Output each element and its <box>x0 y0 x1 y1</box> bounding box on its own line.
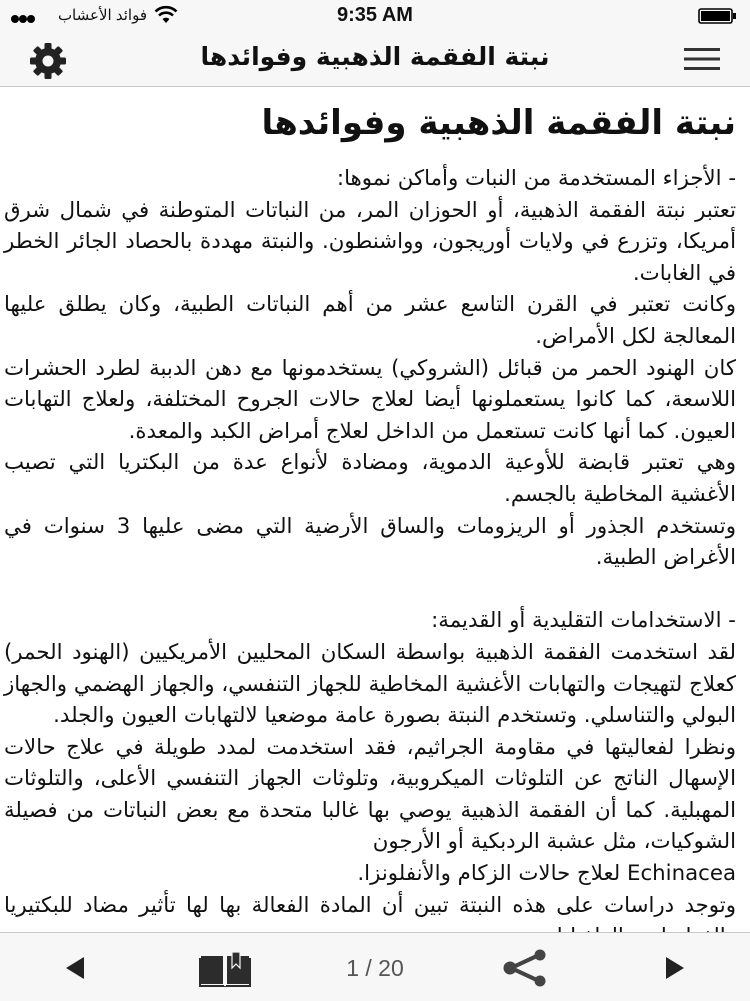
paragraph-with-term <box>4 858 736 890</box>
section-heading-uses: - الاستخدامات التقليدية أو القديمة: <box>431 608 736 634</box>
paragraph: تعتبر نبتة الفقمة الذهبية، أو الحوزان المر، من النباتات المتوطنة في شمال شرق أمريكا، وتزرع في ولايات أوريجون، وواشنطون. والنبتة مهددة بالحصاد الجائر الخطر في الغابات. <box>4 197 736 286</box>
open-book-icon[interactable] <box>198 950 252 988</box>
page-indicator: 1 / 20 <box>346 955 404 981</box>
paragraph: كان الهنود الحمر من قبائل (الشروكي) يستخدمونها مع دهن الدببة لطرد الحشرات اللاسعة، كما كانوا يستعملونها أيضا لعلاج حالات الجروح المختلفة، ولعلاج التهابات العيون. كما أنها كانت تستعمل من الداخل لعلاج أمراض الكبد والمعدة. <box>4 355 736 444</box>
section-heading-parts: - الأجزاء المستخدمة من النبات وأماكن نموها: <box>336 166 736 191</box>
paragraph-spacer <box>4 574 736 606</box>
carrier-name: فوائد الأعشاب <box>57 7 147 24</box>
paragraph: وهي تعتبر قابضة للأوعية الدموية، ومضادة لأنواع عدة من البكتريا التي تصيب الأغشية المخاطية بالجسم. <box>4 450 736 507</box>
status-bar <box>0 0 750 32</box>
article-heading: نبتة الفقمة الذهبية وفوائدها <box>261 103 736 143</box>
status-time: 9:35 AM <box>337 4 413 26</box>
battery-icon <box>698 8 738 24</box>
inline-latin-term: Echinacea <box>627 861 736 887</box>
bottom-toolbar <box>0 932 750 1001</box>
paragraph: وتوجد دراسات على هذه النبتة تبين أن المادة الفعالة بها لها تأثير مضاد للبكتيريا <box>4 892 736 918</box>
share-icon[interactable] <box>499 949 551 987</box>
navigation-bar <box>0 32 750 87</box>
paragraph: لقد استخدمت الفقمة الذهبية بواسطة السكان المحليين الأمريكيين (الهنود الحمر) كعلاج لتهيجات والتهابات الأغشية المخاطية للجهاز التنفسي، والجهاز الهضمي والجهاز البولي والتناسلي. وتستخدم النبتة بصورة عامة موضعيا لالتهابات العيون والجلد. <box>4 639 736 729</box>
page-title: نبتة الفقمة الذهبية وفوائدها <box>200 42 550 71</box>
article-body <box>4 163 736 953</box>
hamburger-menu-icon[interactable] <box>680 44 724 74</box>
article-content[interactable] <box>0 87 750 932</box>
triangle-left-icon[interactable] <box>60 953 90 983</box>
paragraph: وتستخدم الجذور أو الريزومات والساق الأرضية التي مضى عليها 3 سنوات في الأغراض الطبية. <box>4 513 736 571</box>
triangle-right-icon[interactable] <box>660 953 690 983</box>
gear-icon[interactable] <box>28 41 68 81</box>
paragraph: وكانت تعتبر في القرن التاسع عشر من أهم النباتات الطبية، وكان يطلق عليها المعالجة لكل الأمراض. <box>4 292 736 349</box>
paragraph: ونظرا لفعاليتها في مقاومة الجراثيم، فقد استخدمت لمدد طويلة في علاج حالات الإسهال الناتج عن التلوثات الميكروبية، وتلوثات الجهاز التنفسي الأعلى، والتلوثات المهبلية. كما أن الفقمة الذهبية يوصي بها غالبا متحدة مع بعض النباتات من فصيلة الشوكيات، مثل عشبة الردبكية أو الأرجون <box>4 734 736 855</box>
paragraph-tail: لعلاج حالات الزكام والأنفلونزا. <box>357 861 621 887</box>
